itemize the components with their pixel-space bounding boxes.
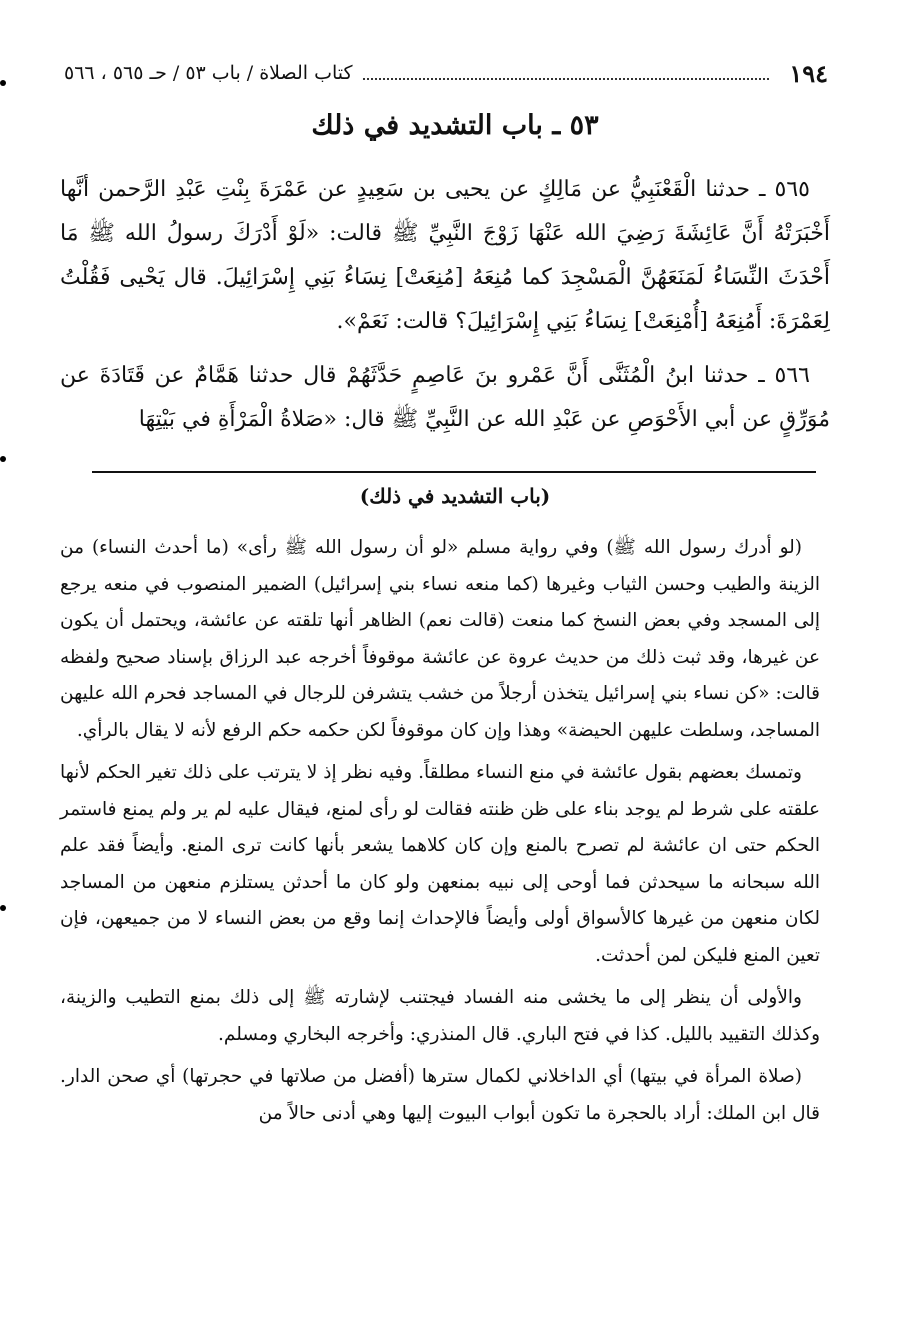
chapter-title: ٥٣ ـ باب التشديد في ذلك (311, 110, 599, 141)
commentary-paragraph: والأولى أن ينظر إلى ما يخشى منه الفساد فيجتنب لإشارته ﷺ إلى ذلك بمنع التطيب والزينة، وكذلك التقييد بالليل. كذا في فتح الباري. قال المنذري: وأخرجه البخاري ومسلم. (60, 987, 820, 1045)
running-title: كتاب الصلاة / باب ٥٣ / حـ ٥٦٥ ، ٥٦٦ (64, 62, 353, 84)
scan-edge-mark (0, 905, 6, 911)
scan-edge-mark (0, 80, 6, 86)
hadith-566: ٥٦٦ ـ حدثنا ابنُ الْمُثَنَّى أَنَّ عَمْرو بنَ عَاصِمٍ حَدَّثَهُمْ قال حدثنا هَمَّامٌ عن قَتَادَةَ عن مُوَرِّقٍ عن أبي الأَحْوَصِ عن عَبْدِ الله عن النَّبِيِّ ﷺ قال: «صَلاةُ الْمَرْأَةِ في بَيْتِهَا (60, 363, 830, 432)
commentary-body (60, 530, 820, 1138)
hadith-565: ٥٦٥ ـ حدثنا الْقَعْنَبِيُّ عن مَالِكٍ عن يحيى بن سَعِيدٍ عن عَمْرَةَ بِنْتِ عَبْدِ الرَّحمن أنَّها أَخْبَرَتْهُ أَنَّ عَائِشَةَ رَضِيَ الله عَنْهَا زَوْجَ النَّبِيِّ ﷺ قالت: «لَوْ أَدْرَكَ رسولُ الله ﷺ مَا أَحْدَثَ النِّسَاءُ لَمَنَعَهُنَّ الْمَسْجِدَ كما مُنِعَهُ [مُنِعَتْ] نِسَاءُ بَنِي إِسْرَائِيلَ. قال يَحْيى فَقُلْتُ لِعَمْرَةَ: أَمُنِعَهُ [أُمْنِعَتْ] نِسَاءُ بَنِي إِسْرَائِيلَ؟ قالت: نَعَمْ». (60, 177, 830, 334)
commentary-paragraph: (لو أدرك رسول الله ﷺ) وفي رواية مسلم «لو أن رسول الله ﷺ رأى» (ما أحدث النساء) من الزينة والطيب وحسن الثياب وغيرها (كما منعه نساء بني إسرائيل) الضمير المنصوب في منعه يرجع إلى المسجد وفي بعض النسخ كما منعت (قالت نعم) الظاهر أنها تلقته عن عائشة، ويحتمل أن يكون عن غيرها، وقد ثبت ذلك من حديث عروة عن عائشة موقوفاً أخرجه عبد الرزاق بإسناد صحيح ولفظه قالت: «كن نساء بني إسرائيل يتخذن أرجلاً من خشب يتشرفن للرجال في المساجد فحرم الله عليهن المساجد، وسلطت عليهن الحيضة» وهذا وإن كان موقوفاً لكن حكمه حكم الرفع لأنه لا يقال بالرأي. (60, 537, 820, 741)
commentary-title: (باب التشديد في ذلك) (359, 484, 551, 508)
header-dotted-leader (363, 66, 770, 80)
scan-edge-mark (0, 456, 6, 462)
commentary-paragraph: (صلاة المرأة في بيتها) أي الداخلاني لكمال سترها (أفضل من صلاتها في حجرتها) أي صحن الدار. قال ابن الملك: أراد بالحجرة ما تكون أبواب البيوت إليها وهي أدنى حالاً من (60, 1066, 820, 1124)
hadith-text (60, 168, 830, 452)
page-number: ١٩٤ (789, 58, 828, 88)
commentary-paragraph: وتمسك بعضهم بقول عائشة في منع النساء مطلقاً. وفيه نظر إذ لا يترتب على ذلك تغير الحكم لأنها علقته على شرط لم يوجد بناء على ظن ظنته فقالت لو رأى لمنع، فيقال عليه لم ير ولم يمنع فاستمر الحكم حتى ان عائشة لم تصرح بالمنع وإن كان كلاهما يشعر بأنها كانت ترى المنع. وأيضاً فقد علم الله سبحانه ما سيحدثن فما أوحى إلى نبيه بمنعهن ولو كان ما أحدثن يستلزم منعهن من المساجد لكان منعهن من غيرها كالأسواق أولى وأيضاً فالإحداث إنما وقع من بعض النساء لا من جميعهن، فإن تعين المنع فليكن لمن أحدثت. (60, 762, 820, 966)
footnote-divider (92, 471, 816, 473)
page-header (64, 56, 828, 90)
